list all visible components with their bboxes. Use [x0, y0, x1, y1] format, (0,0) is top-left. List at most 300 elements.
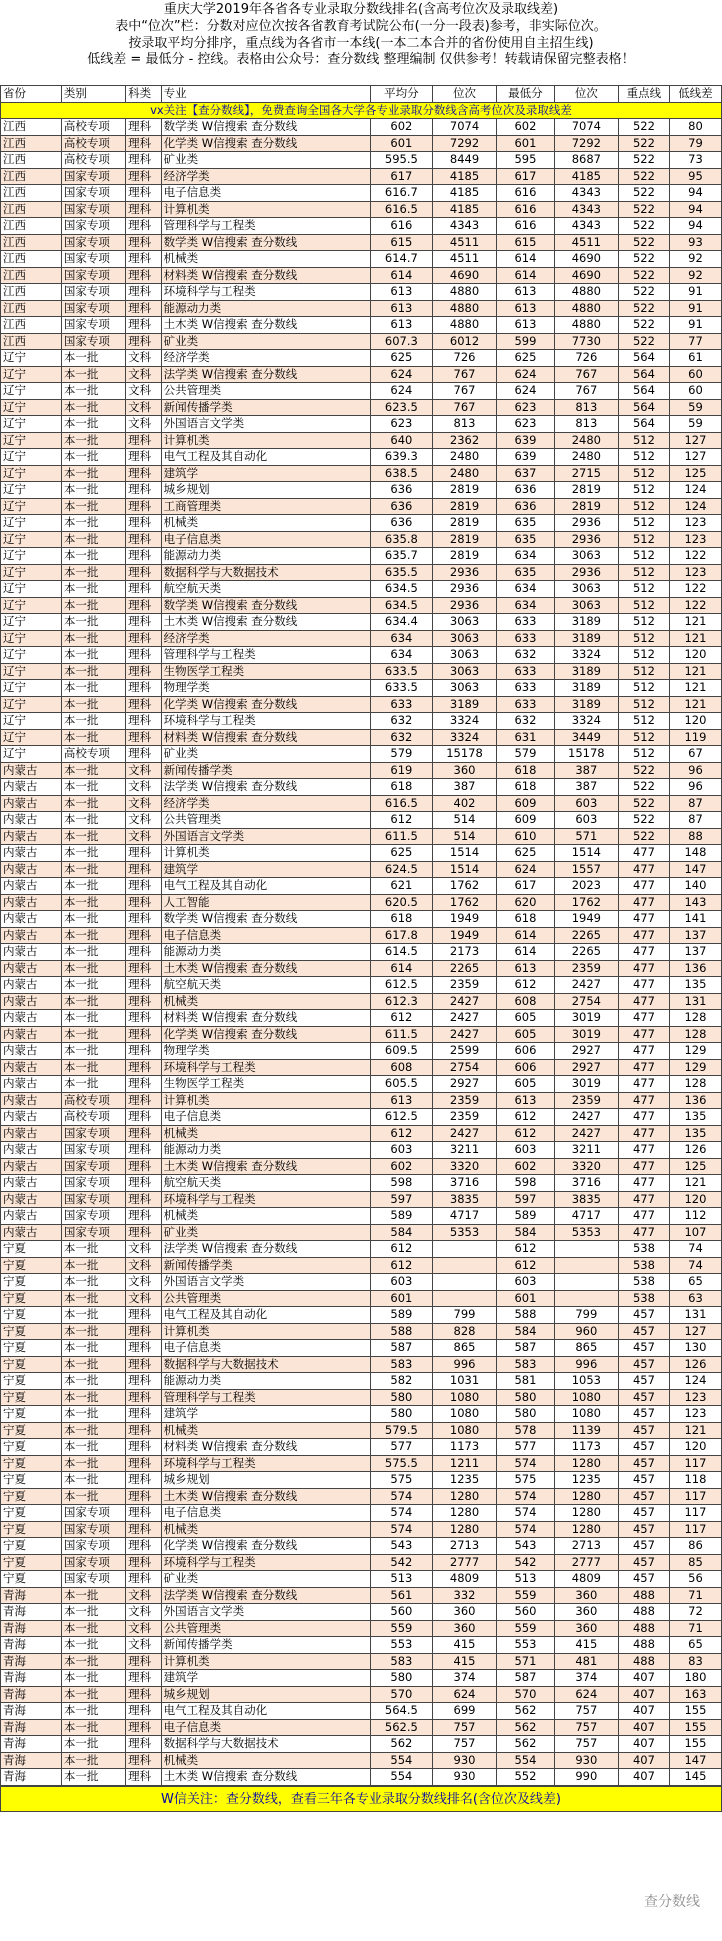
- table-cell: 613: [370, 317, 432, 334]
- table-cell: 65: [669, 1274, 721, 1291]
- table-cell: 宁夏: [1, 1406, 62, 1423]
- table-cell: 内蒙古: [1, 1224, 62, 1241]
- table-cell: 726: [432, 350, 496, 367]
- table-cell: 理科: [126, 911, 161, 928]
- table-cell: 数据科学与大数据技术: [161, 1736, 370, 1753]
- table-row: [1, 894, 722, 911]
- table-cell: 128: [669, 1026, 721, 1043]
- table-cell: 2480: [554, 432, 618, 449]
- table-cell: 614: [497, 927, 555, 944]
- table-cell: 635.5: [370, 564, 432, 581]
- table-cell: 高校专项: [61, 119, 125, 136]
- table-cell: 本一批: [61, 399, 125, 416]
- table-cell: 理科: [126, 927, 161, 944]
- table-cell: 615: [370, 234, 432, 251]
- table-cell: 外国语言文学类: [161, 828, 370, 845]
- table-cell: 国家专项: [61, 1224, 125, 1241]
- table-cell: 高校专项: [61, 746, 125, 763]
- table-cell: 公共管理类: [161, 1290, 370, 1307]
- table-cell: 内蒙古: [1, 828, 62, 845]
- table-cell: 环境科学与工程类: [161, 1455, 370, 1472]
- table-cell: 国家专项: [61, 1208, 125, 1225]
- table-cell: 634: [497, 548, 555, 565]
- table-cell: 城乡规划: [161, 1472, 370, 1489]
- table-cell: 2427: [554, 977, 618, 994]
- table-cell: 141: [669, 911, 721, 928]
- table-row: [1, 597, 722, 614]
- table-cell: 562: [497, 1719, 555, 1736]
- table-cell: 477: [618, 1010, 669, 1027]
- table-cell: 矿业类: [161, 1571, 370, 1588]
- table-cell: 120: [669, 1191, 721, 1208]
- table-cell: 数据科学与大数据技术: [161, 564, 370, 581]
- table-row: [1, 630, 722, 647]
- table-cell: 1235: [432, 1472, 496, 1489]
- table-cell: 理科: [126, 1356, 161, 1373]
- table-cell: 理科: [126, 597, 161, 614]
- table-cell: 本一批: [61, 861, 125, 878]
- table-cell: 757: [554, 1703, 618, 1720]
- table-cell: 文科: [126, 828, 161, 845]
- table-cell: 新闻传播学类: [161, 399, 370, 416]
- table-cell: 477: [618, 927, 669, 944]
- table-cell: 512: [618, 465, 669, 482]
- table-cell: 813: [432, 416, 496, 433]
- table-cell: 119: [669, 729, 721, 746]
- table-cell: 618: [497, 762, 555, 779]
- table-cell: 宁夏: [1, 1323, 62, 1340]
- table-row: [1, 383, 722, 400]
- table-cell: 理科: [126, 993, 161, 1010]
- table-cell: 宁夏: [1, 1422, 62, 1439]
- table-cell: 634.5: [370, 581, 432, 598]
- table-cell: 机械类: [161, 251, 370, 268]
- table-cell: 工商管理类: [161, 498, 370, 515]
- table-cell: 360: [554, 1587, 618, 1604]
- table-cell: 电气工程及其自动化: [161, 878, 370, 895]
- table-cell: 本一批: [61, 845, 125, 862]
- table-cell: 96: [669, 762, 721, 779]
- table-cell: 3063: [554, 548, 618, 565]
- table-cell: 1173: [432, 1439, 496, 1456]
- table-cell: 93: [669, 234, 721, 251]
- table-row: [1, 564, 722, 581]
- table-cell: 理科: [126, 1736, 161, 1753]
- table-cell: 能源动力类: [161, 548, 370, 565]
- table-cell: 1514: [554, 845, 618, 862]
- table-cell: 123: [669, 1406, 721, 1423]
- table-cell: 理科: [126, 1752, 161, 1769]
- table-cell: 602: [497, 1158, 555, 1175]
- table-cell: 8687: [554, 152, 618, 169]
- table-cell: 辽宁: [1, 630, 62, 647]
- table-cell: 128: [669, 1076, 721, 1093]
- table-row: [1, 779, 722, 796]
- table-cell: 136: [669, 1092, 721, 1109]
- table-cell: 本一批: [61, 366, 125, 383]
- table-cell: 623.5: [370, 399, 432, 416]
- table-cell: 江西: [1, 218, 62, 235]
- table-cell: 609: [497, 795, 555, 812]
- table-cell: 理科: [126, 1026, 161, 1043]
- table-cell: 本一批: [61, 944, 125, 961]
- table-cell: 623: [497, 399, 555, 416]
- table-cell: 522: [618, 135, 669, 152]
- table-row: [1, 152, 722, 169]
- table-cell: 国家专项: [61, 1554, 125, 1571]
- table-row: [1, 1142, 722, 1159]
- table-row: [1, 548, 722, 565]
- table-cell: 1235: [554, 1472, 618, 1489]
- table-row: [1, 1604, 722, 1621]
- table-cell: 环境科学与工程类: [161, 1059, 370, 1076]
- table-row: [1, 1488, 722, 1505]
- table-cell: 理科: [126, 1373, 161, 1390]
- table-row: [1, 795, 722, 812]
- table-cell: 4511: [554, 234, 618, 251]
- table-row: [1, 185, 722, 202]
- col-batch: 类别: [61, 86, 125, 103]
- table-cell: 青海: [1, 1736, 62, 1753]
- table-cell: 632: [370, 729, 432, 746]
- table-cell: 92: [669, 251, 721, 268]
- table-cell: 计算机类: [161, 1092, 370, 1109]
- table-cell: 522: [618, 168, 669, 185]
- table-cell: 内蒙古: [1, 1191, 62, 1208]
- table-cell: 407: [618, 1769, 669, 1786]
- table-cell: 95: [669, 168, 721, 185]
- table-cell: 国家专项: [61, 1125, 125, 1142]
- table-cell: 4690: [554, 251, 618, 268]
- table-cell: 本一批: [61, 977, 125, 994]
- table-cell: 文科: [126, 1257, 161, 1274]
- table-cell: 本一批: [61, 1472, 125, 1489]
- table-cell: 1949: [432, 927, 496, 944]
- table-cell: 1280: [554, 1505, 618, 1522]
- table-cell: 文科: [126, 1241, 161, 1258]
- table-row: [1, 746, 722, 763]
- table-body: [1, 119, 722, 1786]
- table-cell: 内蒙古: [1, 878, 62, 895]
- table-cell: 3063: [554, 597, 618, 614]
- table-cell: 601: [370, 135, 432, 152]
- col-min-rank: 位次: [554, 86, 618, 103]
- table-cell: 77: [669, 333, 721, 350]
- table-cell: 513: [497, 1571, 555, 1588]
- table-row: [1, 1554, 722, 1571]
- table-cell: 512: [618, 531, 669, 548]
- table-cell: 本一批: [61, 1307, 125, 1324]
- table-cell: 602: [497, 119, 555, 136]
- table-cell: [432, 1274, 496, 1291]
- table-cell: 江西: [1, 284, 62, 301]
- table-cell: 767: [554, 383, 618, 400]
- table-cell: 青海: [1, 1637, 62, 1654]
- table-cell: 813: [554, 416, 618, 433]
- table-cell: 180: [669, 1670, 721, 1687]
- table-cell: 机械类: [161, 1422, 370, 1439]
- table-row: [1, 201, 722, 218]
- table-row: [1, 1109, 722, 1126]
- table-cell: 543: [370, 1538, 432, 1555]
- table-cell: 理科: [126, 1043, 161, 1060]
- table-cell: 125: [669, 1158, 721, 1175]
- table-cell: 物理学类: [161, 1043, 370, 1060]
- table-cell: 996: [554, 1356, 618, 1373]
- table-cell: 理科: [126, 1158, 161, 1175]
- table-cell: 本一批: [61, 1439, 125, 1456]
- table-cell: 990: [554, 1769, 618, 1786]
- table-cell: 2936: [554, 515, 618, 532]
- table-cell: 环境科学与工程类: [161, 713, 370, 730]
- table-cell: 614: [497, 267, 555, 284]
- table-cell: 542: [370, 1554, 432, 1571]
- table-cell: 本一批: [61, 1356, 125, 1373]
- table-cell: 618: [370, 911, 432, 928]
- footer-banner: W信关注：查分数线，查看三年各专业录取分数线排名(含位次及线差): [0, 1786, 722, 1812]
- table-cell: 国家专项: [61, 317, 125, 334]
- table-cell: 575.5: [370, 1455, 432, 1472]
- table-cell: 7292: [432, 135, 496, 152]
- table-cell: 青海: [1, 1769, 62, 1786]
- table-cell: 562.5: [370, 1719, 432, 1736]
- table-cell: 477: [618, 960, 669, 977]
- table-cell: 国家专项: [61, 1158, 125, 1175]
- table-cell: 宁夏: [1, 1538, 62, 1555]
- table-row: [1, 1356, 722, 1373]
- table-cell: 宁夏: [1, 1241, 62, 1258]
- table-row: [1, 1505, 722, 1522]
- table-cell: 123: [669, 515, 721, 532]
- table-cell: 新闻传播学类: [161, 762, 370, 779]
- table-cell: 理科: [126, 861, 161, 878]
- table-cell: 2819: [432, 515, 496, 532]
- table-cell: 理科: [126, 432, 161, 449]
- table-cell: 江西: [1, 168, 62, 185]
- table-cell: 522: [618, 152, 669, 169]
- table-cell: 电子信息类: [161, 1505, 370, 1522]
- table-cell: 城乡规划: [161, 482, 370, 499]
- table-cell: 理科: [126, 647, 161, 664]
- table-cell: 512: [618, 630, 669, 647]
- table-cell: 航空航天类: [161, 1175, 370, 1192]
- table-cell: 计算机类: [161, 845, 370, 862]
- table-cell: 数学类 W信搜索 查分数线: [161, 911, 370, 928]
- table-cell: 4717: [554, 1208, 618, 1225]
- table-cell: 2936: [554, 531, 618, 548]
- table-row: [1, 317, 722, 334]
- table-cell: 612: [497, 977, 555, 994]
- table-cell: 564: [618, 416, 669, 433]
- table-cell: 国家专项: [61, 201, 125, 218]
- table-row: [1, 333, 722, 350]
- table-cell: 内蒙古: [1, 1076, 62, 1093]
- col-line-gap: 低线差: [669, 86, 721, 103]
- table-cell: 1080: [554, 1406, 618, 1423]
- table-cell: 江西: [1, 119, 62, 136]
- table-cell: 理科: [126, 531, 161, 548]
- table-cell: 辽宁: [1, 449, 62, 466]
- table-cell: 本一批: [61, 548, 125, 565]
- table-cell: 512: [618, 498, 669, 515]
- table-cell: 机械类: [161, 1208, 370, 1225]
- table-cell: 内蒙古: [1, 1158, 62, 1175]
- table-cell: 577: [370, 1439, 432, 1456]
- table-row: [1, 1670, 722, 1687]
- table-row: [1, 1026, 722, 1043]
- table-cell: 辽宁: [1, 482, 62, 499]
- table-cell: 本一批: [61, 713, 125, 730]
- table-cell: 570: [497, 1686, 555, 1703]
- table-cell: 内蒙古: [1, 1059, 62, 1076]
- table-cell: 3324: [432, 729, 496, 746]
- table-cell: 457: [618, 1323, 669, 1340]
- table-cell: 91: [669, 317, 721, 334]
- table-cell: 635.7: [370, 548, 432, 565]
- table-cell: 638.5: [370, 465, 432, 482]
- table-cell: 387: [432, 779, 496, 796]
- table-cell: 公共管理类: [161, 1620, 370, 1637]
- table-cell: 理科: [126, 1389, 161, 1406]
- table-cell: 1053: [554, 1373, 618, 1390]
- table-cell: 本一批: [61, 432, 125, 449]
- col-avg-score: 平均分: [370, 86, 432, 103]
- table-cell: 522: [618, 812, 669, 829]
- table-cell: 570: [370, 1686, 432, 1703]
- table-cell: 内蒙古: [1, 1208, 62, 1225]
- table-cell: 3063: [432, 680, 496, 697]
- table-cell: 城乡规划: [161, 1686, 370, 1703]
- table-cell: 环境科学与工程类: [161, 1554, 370, 1571]
- table-cell: 数据科学与大数据技术: [161, 1356, 370, 1373]
- sheet-header: [0, 0, 722, 85]
- table-cell: 2480: [554, 449, 618, 466]
- table-cell: 613: [370, 284, 432, 301]
- table-cell: 辽宁: [1, 696, 62, 713]
- table-cell: 623: [370, 416, 432, 433]
- table-cell: 579: [370, 746, 432, 763]
- table-row: [1, 762, 722, 779]
- table-cell: 机械类: [161, 1125, 370, 1142]
- table-cell: 本一批: [61, 416, 125, 433]
- table-cell: 1280: [432, 1488, 496, 1505]
- table-cell: 本一批: [61, 482, 125, 499]
- table-cell: 488: [618, 1653, 669, 1670]
- table-cell: 560: [370, 1604, 432, 1621]
- table-cell: 632: [497, 647, 555, 664]
- table-cell: 理科: [126, 713, 161, 730]
- table-cell: 文科: [126, 1620, 161, 1637]
- table-cell: 土木类 W信搜索 查分数线: [161, 317, 370, 334]
- table-cell: 512: [618, 597, 669, 614]
- table-cell: 1080: [554, 1389, 618, 1406]
- table-cell: 江西: [1, 201, 62, 218]
- table-cell: 2754: [432, 1059, 496, 1076]
- table-cell: 2359: [432, 1092, 496, 1109]
- table-row: [1, 647, 722, 664]
- table-cell: 607.3: [370, 333, 432, 350]
- table-cell: 4511: [432, 251, 496, 268]
- table-cell: 522: [618, 234, 669, 251]
- table-cell: 542: [497, 1554, 555, 1571]
- table-cell: 国家专项: [61, 300, 125, 317]
- table-cell: 理科: [126, 1406, 161, 1423]
- table-cell: 122: [669, 548, 721, 565]
- table-cell: 1211: [432, 1455, 496, 1472]
- table-cell: 2927: [554, 1059, 618, 1076]
- table-cell: 633: [497, 663, 555, 680]
- table-cell: 3324: [432, 713, 496, 730]
- table-cell: 文科: [126, 1604, 161, 1621]
- table-cell: 文科: [126, 366, 161, 383]
- table-cell: 559: [497, 1587, 555, 1604]
- table-cell: 3019: [554, 1026, 618, 1043]
- table-cell: 145: [669, 1769, 721, 1786]
- table-cell: 488: [618, 1587, 669, 1604]
- table-cell: 767: [432, 366, 496, 383]
- table-cell: 2713: [432, 1538, 496, 1555]
- table-cell: 国家专项: [61, 333, 125, 350]
- table-cell: 613: [497, 284, 555, 301]
- table-row: [1, 218, 722, 235]
- table-cell: 457: [618, 1554, 669, 1571]
- table-cell: 624: [497, 861, 555, 878]
- table-cell: 7292: [554, 135, 618, 152]
- table-cell: 本一批: [61, 1653, 125, 1670]
- table-cell: 616.5: [370, 201, 432, 218]
- table-cell: 辽宁: [1, 581, 62, 598]
- table-cell: 理科: [126, 1455, 161, 1472]
- table-cell: 588: [497, 1307, 555, 1324]
- table-cell: 土木类 W信搜索 查分数线: [161, 1769, 370, 1786]
- table-cell: 辽宁: [1, 647, 62, 664]
- table-cell: 法学类 W信搜索 查分数线: [161, 1241, 370, 1258]
- table-cell: 理科: [126, 944, 161, 961]
- table-cell: 4880: [554, 284, 618, 301]
- table-cell: 4690: [554, 267, 618, 284]
- table-row: [1, 1703, 722, 1720]
- table-row: [1, 1653, 722, 1670]
- table-cell: 612: [370, 1125, 432, 1142]
- table-cell: 2359: [432, 977, 496, 994]
- table-cell: 建筑学: [161, 1406, 370, 1423]
- table-row: [1, 267, 722, 284]
- table-cell: 理科: [126, 1175, 161, 1192]
- table-cell: 本一批: [61, 1323, 125, 1340]
- table-cell: 457: [618, 1307, 669, 1324]
- table-cell: 文科: [126, 812, 161, 829]
- table-cell: 辽宁: [1, 564, 62, 581]
- table-cell: 内蒙古: [1, 1026, 62, 1043]
- table-row: [1, 614, 722, 631]
- table-cell: 554: [370, 1752, 432, 1769]
- table-cell: 理科: [126, 614, 161, 631]
- table-cell: 580: [497, 1389, 555, 1406]
- table-cell: 587: [497, 1670, 555, 1687]
- table-cell: 387: [554, 779, 618, 796]
- table-cell: 865: [432, 1340, 496, 1357]
- table-cell: 土木类 W信搜索 查分数线: [161, 1488, 370, 1505]
- table-cell: 130: [669, 1340, 721, 1357]
- table-cell: 91: [669, 300, 721, 317]
- table-cell: 616.5: [370, 795, 432, 812]
- table-cell: 597: [370, 1191, 432, 1208]
- table-cell: 407: [618, 1736, 669, 1753]
- table-row: [1, 300, 722, 317]
- table-cell: 辽宁: [1, 465, 62, 482]
- table-cell: 614.7: [370, 251, 432, 268]
- table-cell: 1173: [554, 1439, 618, 1456]
